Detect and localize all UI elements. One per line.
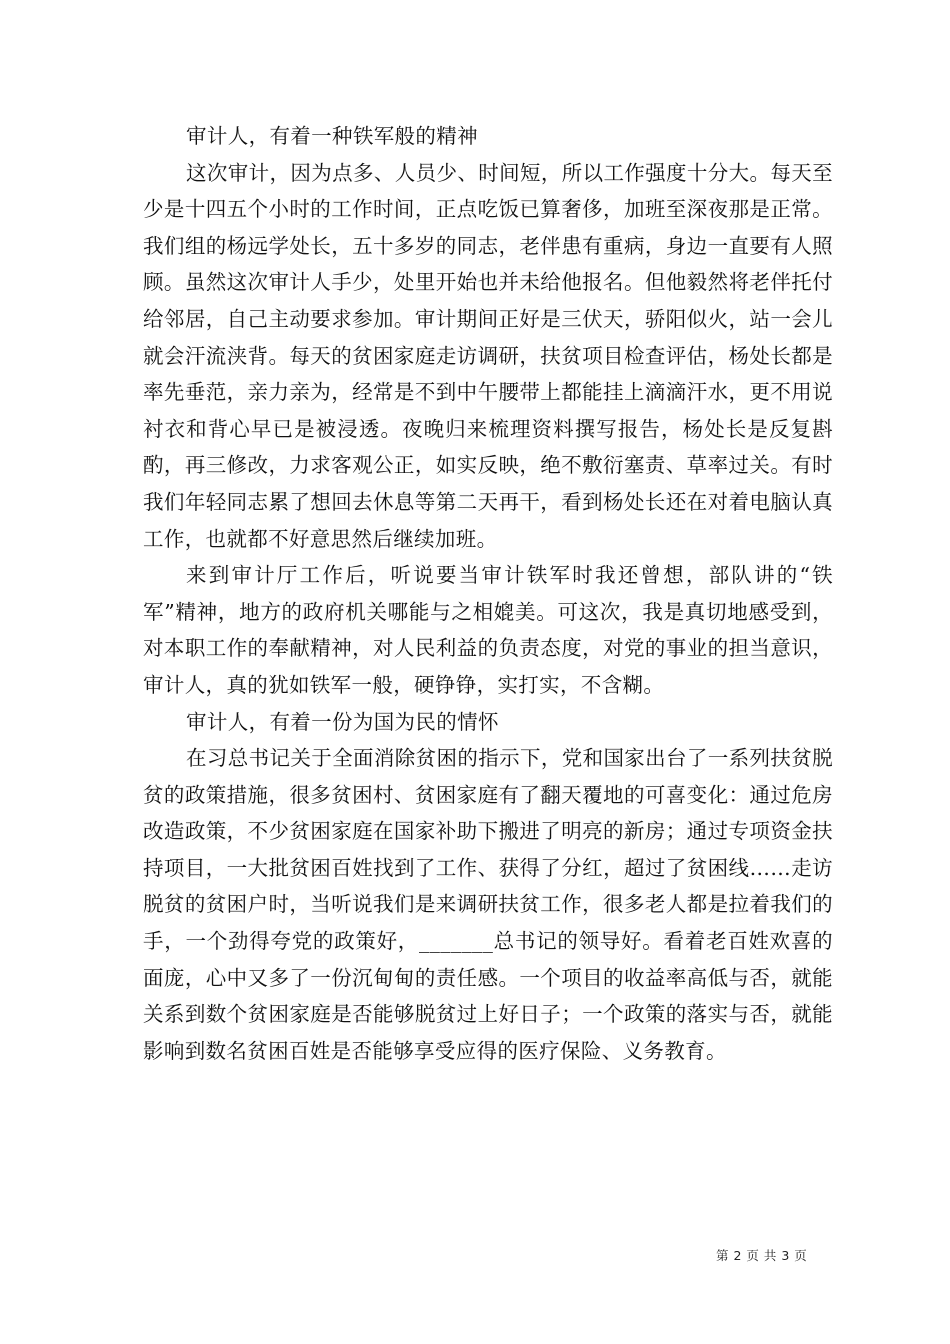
body-paragraph: 这次审计，因为点多、人员少、时间短，所以工作强度十分大。每天至少是十四五个小时的工作时间，正点吃饭已算奢侈，加班至深夜那是正常。我们组的杨远学处长，五十多岁的同志，老伴患有重病，身边一直要有人照顾。虽然这次审计人手少，处里开始也并未给他报名。但他毅然将老伴托付给邻居，自己主动要求参加。审计期间正好是三伏天，骄阳似火，站一会儿就会汗流浃背。每天的贫困家庭走访调研，扶贫项目检查评估，杨处长都是率先垂范，亲力亲为，经常是不到中午腰带上都能挂上滴滴汗水，更不用说衬衣和背心早已是被浸透。夜晚归来梳理资料撰写报告，杨处长是反复斟酌，再三修改，力求客观公正，如实反映，绝不敷衍塞责、草率过关。有时我们年轻同志累了想回去休息等第二天再干，看到杨处长还在对着电脑认真工作，也就都不好意思然后继续加班。 <box>143 160 833 551</box>
document-body <box>143 118 833 1069</box>
body-paragraph: 来到审计厅工作后，听说要当审计铁军时我还曾想，部队讲的“铁军”精神，地方的政府机关哪能与之相媲美。可这次，我是真切地感受到，对本职工作的奉献精神，对人民利益的负责态度，对党的事业的担当意识，审计人，真的犹如铁军一般，硬铮铮，实打实，不含糊。 <box>143 563 833 697</box>
page-number: 第 2 页 共 3 页 <box>716 1248 808 1263</box>
section-heading-patriotism: 审计人，有着一份为国为民的情怀 <box>186 709 499 734</box>
body-paragraph: 在习总书记关于全面消除贫困的指示下，党和国家出台了一系列扶贫脱贫的政策措施，很多贫困村、贫困家庭有了翻天覆地的可喜变化：通过危房改造政策，不少贫困家庭在国家补助下搬进了明亮的新房；通过专项资金扶持项目，一大批贫困百姓找到了工作、获得了分红，超过了贫困线……走访脱贫的贫困户时，当听说我们是来调研扶贫工作，很多老人都是拉着我们的手，一个劲得夸党的政策好，_______总书记的领导好。看着老百姓欢喜的面庞，心中又多了一份沉甸甸的责任感。一个项目的收益率高低与否，就能关系到数个贫困家庭是否能够脱贫过上好日子；一个政策的落实与否，就能影响到数名贫困百姓是否能够享受应得的医疗保险、义务教育。 <box>143 746 833 1063</box>
section-heading-iron-army: 审计人，有着一种铁军般的精神 <box>186 124 478 148</box>
